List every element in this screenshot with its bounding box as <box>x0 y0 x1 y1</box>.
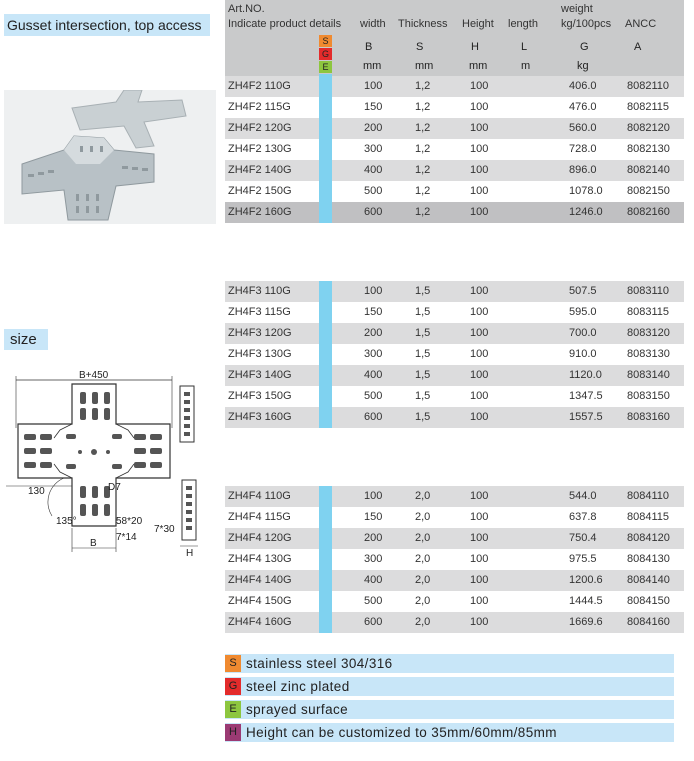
cell-width: 300 <box>364 143 383 155</box>
product-photo <box>4 90 216 224</box>
cell-width: 600 <box>364 411 383 423</box>
cell-width: 100 <box>364 490 383 502</box>
cell-weight: 896.0 <box>569 164 597 176</box>
cell-ancc: 8082160 <box>627 206 670 218</box>
table-row <box>225 549 684 570</box>
unit-mm-thickness: mm <box>415 60 434 72</box>
cell-width: 100 <box>364 80 383 92</box>
unit-kg: kg <box>577 60 589 72</box>
header-weight: weight <box>561 3 593 15</box>
cell-ancc: 8082130 <box>627 143 670 155</box>
cell-width: 150 <box>364 306 383 318</box>
legend-s <box>225 654 674 673</box>
dim-135: 135° <box>56 516 77 527</box>
cell-height: 100 <box>470 101 489 113</box>
cell-height: 100 <box>470 532 489 544</box>
cell-ancc: 8083120 <box>627 327 670 339</box>
cell-weight: 1669.6 <box>569 616 603 628</box>
letter-b: B <box>365 41 373 53</box>
cell-width: 600 <box>364 616 383 628</box>
header-length: length <box>508 18 538 30</box>
cell-art: ZH4F4 130G <box>228 553 292 565</box>
cell-art: ZH4F4 120G <box>228 532 292 544</box>
cell-art: ZH4F4 140G <box>228 574 292 586</box>
table-row <box>225 407 684 428</box>
cell-weight: 1347.5 <box>569 390 603 402</box>
cell-weight: 637.8 <box>569 511 597 523</box>
cell-ancc: 8084150 <box>627 595 670 607</box>
cell-art: ZH4F3 130G <box>228 348 292 360</box>
cell-height: 100 <box>470 327 489 339</box>
table-row <box>225 118 684 139</box>
legend-swatch-e: E <box>225 701 241 718</box>
table-row <box>225 570 684 591</box>
dim-h: H <box>186 548 194 558</box>
cell-weight: 595.0 <box>569 306 597 318</box>
cell-thickness: 1,2 <box>415 164 431 176</box>
swatch-s: S <box>319 35 332 47</box>
cell-weight: 560.0 <box>569 122 597 134</box>
cell-ancc: 8084140 <box>627 574 670 586</box>
cell-art: ZH4F3 115G <box>228 306 291 318</box>
legend-swatch-h: H <box>225 724 241 741</box>
legend-swatch-s: S <box>225 655 241 672</box>
cell-weight: 700.0 <box>569 327 597 339</box>
cell-weight: 406.0 <box>569 80 597 92</box>
cell-ancc: 8083115 <box>627 306 670 318</box>
legend-text-h: Height can be customized to 35mm/60mm/85mm <box>246 725 557 740</box>
cell-thickness: 2,0 <box>415 490 431 502</box>
cell-thickness: 1,2 <box>415 122 431 134</box>
cell-art: ZH4F2 115G <box>228 101 291 113</box>
cell-art: ZH4F4 115G <box>228 511 291 523</box>
cell-art: ZH4F4 150G <box>228 595 292 607</box>
cell-height: 100 <box>470 206 489 218</box>
legend-h <box>225 723 674 742</box>
unit-mm-width: mm <box>363 60 382 72</box>
cell-width: 300 <box>364 553 383 565</box>
header-width: width <box>360 18 386 30</box>
cell-ancc: 8083110 <box>627 285 670 297</box>
cell-art: ZH4F2 150G <box>228 185 292 197</box>
letter-h: H <box>471 41 479 53</box>
cell-art: ZH4F3 140G <box>228 369 292 381</box>
cell-height: 100 <box>470 164 489 176</box>
cell-height: 100 <box>470 285 489 297</box>
cell-thickness: 2,0 <box>415 511 431 523</box>
cell-ancc: 8084115 <box>627 511 670 523</box>
cell-thickness: 1,5 <box>415 411 431 423</box>
cell-weight: 544.0 <box>569 490 597 502</box>
size-label: size <box>4 329 48 350</box>
cell-weight: 910.0 <box>569 348 597 360</box>
unit-mm-height: mm <box>469 60 488 72</box>
cell-height: 100 <box>470 616 489 628</box>
cell-thickness: 1,5 <box>415 390 431 402</box>
cell-ancc: 8082140 <box>627 164 670 176</box>
cell-width: 400 <box>364 574 383 586</box>
table-row <box>225 281 684 302</box>
legend-text-e: sprayed surface <box>246 702 349 717</box>
cell-ancc: 8084130 <box>627 553 670 565</box>
legend-swatch-g: G <box>225 678 241 695</box>
legend-e <box>225 700 674 719</box>
cell-height: 100 <box>470 306 489 318</box>
cyan-column <box>319 76 332 223</box>
header-thickness: Thickness <box>398 18 448 30</box>
dim-7x14: 7*14 <box>116 532 137 543</box>
cell-width: 300 <box>364 348 383 360</box>
dim-130: 130 <box>28 486 45 497</box>
cell-height: 100 <box>470 185 489 197</box>
cell-ancc: 8083150 <box>627 390 670 402</box>
table-row <box>225 323 684 344</box>
cell-thickness: 1,2 <box>415 101 431 113</box>
cell-weight: 507.5 <box>569 285 597 297</box>
cell-width: 600 <box>364 206 383 218</box>
cell-height: 100 <box>470 369 489 381</box>
swatch-g: G <box>319 48 332 60</box>
cell-weight: 728.0 <box>569 143 597 155</box>
cell-width: 200 <box>364 327 383 339</box>
cell-width: 400 <box>364 164 383 176</box>
cell-thickness: 1,2 <box>415 185 431 197</box>
dim-top: B+450 <box>79 370 109 381</box>
cell-weight: 1444.5 <box>569 595 603 607</box>
letter-l: L <box>521 41 528 53</box>
cell-width: 100 <box>364 285 383 297</box>
units-row <box>225 56 684 76</box>
header-height: Height <box>462 18 494 30</box>
header-ancc: ANCC <box>625 18 657 30</box>
cell-art: ZH4F2 140G <box>228 164 292 176</box>
cell-art: ZH4F2 120G <box>228 122 292 134</box>
cell-ancc: 8082150 <box>627 185 670 197</box>
cell-height: 100 <box>470 80 489 92</box>
cell-weight: 1120.0 <box>569 369 602 381</box>
header-artno: Art.NO. <box>228 3 265 15</box>
cell-art: ZH4F4 160G <box>228 616 292 628</box>
cell-width: 500 <box>364 595 383 607</box>
cell-ancc: 8082120 <box>627 122 670 134</box>
cell-thickness: 1,2 <box>415 143 431 155</box>
cell-height: 100 <box>470 553 489 565</box>
cell-ancc: 8084160 <box>627 616 670 628</box>
cell-ancc: 8083140 <box>627 369 670 381</box>
cell-thickness: 2,0 <box>415 574 431 586</box>
cell-ancc: 8084110 <box>627 490 670 502</box>
table-row <box>225 302 684 323</box>
cell-width: 400 <box>364 369 383 381</box>
cell-art: ZH4F2 130G <box>228 143 292 155</box>
cell-thickness: 1,5 <box>415 285 431 297</box>
table-row <box>225 181 684 202</box>
table-row <box>225 76 684 97</box>
cell-height: 100 <box>470 411 489 423</box>
table-row <box>225 344 684 365</box>
cell-weight: 1557.5 <box>569 411 603 423</box>
cell-thickness: 2,0 <box>415 595 431 607</box>
legend-text-g: steel zinc plated <box>246 679 350 694</box>
cell-art: ZH4F3 110G <box>228 285 291 297</box>
page-title: Gusset intersection, top access <box>4 14 210 36</box>
table-row <box>225 97 684 118</box>
cell-ancc: 8083160 <box>627 411 670 423</box>
table-row <box>225 202 684 223</box>
cell-ancc: 8083130 <box>627 348 670 360</box>
table-row <box>225 486 684 507</box>
letters-row <box>225 36 684 56</box>
header-indicate: Indicate product details <box>228 18 342 30</box>
cell-weight: 1246.0 <box>569 206 603 218</box>
cell-width: 150 <box>364 511 383 523</box>
cell-width: 200 <box>364 532 383 544</box>
cell-height: 100 <box>470 143 489 155</box>
legend-g <box>225 677 674 696</box>
dim-58x20: 58*20 <box>116 516 143 527</box>
dim-d7: D7 <box>108 482 121 493</box>
cell-width: 500 <box>364 185 383 197</box>
cell-thickness: 1,5 <box>415 327 431 339</box>
cell-ancc: 8082115 <box>627 101 670 113</box>
cell-art: ZH4F3 120G <box>228 327 292 339</box>
table-row <box>225 612 684 633</box>
cell-height: 100 <box>470 122 489 134</box>
cell-height: 100 <box>470 511 489 523</box>
cell-thickness: 1,5 <box>415 348 431 360</box>
letter-s: S <box>416 41 424 53</box>
cell-thickness: 1,5 <box>415 369 431 381</box>
table-row <box>225 528 684 549</box>
cell-weight: 1200.6 <box>569 574 603 586</box>
cyan-column-header <box>319 74 332 76</box>
cell-art: ZH4F4 110G <box>228 490 291 502</box>
cell-weight: 975.5 <box>569 553 597 565</box>
cell-height: 100 <box>470 595 489 607</box>
header-weight-unit: kg/100pcs <box>561 18 612 30</box>
cell-thickness: 2,0 <box>415 532 431 544</box>
cell-art: ZH4F3 150G <box>228 390 292 402</box>
table-row <box>225 365 684 386</box>
cell-weight: 476.0 <box>569 101 597 113</box>
cell-art: ZH4F2 160G <box>228 206 292 218</box>
cell-weight: 750.4 <box>569 532 597 544</box>
swatch-e: E <box>319 61 332 73</box>
cell-height: 100 <box>470 574 489 586</box>
cell-weight: 1078.0 <box>569 185 603 197</box>
legend-text-s: stainless steel 304/316 <box>246 656 393 671</box>
table-row <box>225 386 684 407</box>
cyan-column <box>319 281 332 428</box>
cell-thickness: 1,5 <box>415 306 431 318</box>
letter-g: G <box>580 41 589 53</box>
table-header <box>225 0 684 36</box>
cell-ancc: 8082110 <box>627 80 670 92</box>
dim-7x30: 7*30 <box>154 524 175 535</box>
unit-m: m <box>521 60 531 72</box>
cell-height: 100 <box>470 348 489 360</box>
table-row <box>225 591 684 612</box>
dim-b: B <box>90 538 97 549</box>
cell-thickness: 1,2 <box>415 206 431 218</box>
cell-thickness: 1,2 <box>415 80 431 92</box>
cell-width: 500 <box>364 390 383 402</box>
table-row <box>225 507 684 528</box>
cell-thickness: 2,0 <box>415 616 431 628</box>
cell-width: 150 <box>364 101 383 113</box>
cell-art: ZH4F2 110G <box>228 80 291 92</box>
cyan-column <box>319 486 332 633</box>
table-row <box>225 139 684 160</box>
letter-a: A <box>634 41 642 53</box>
cell-art: ZH4F3 160G <box>228 411 292 423</box>
cell-ancc: 8084120 <box>627 532 670 544</box>
cell-height: 100 <box>470 490 489 502</box>
table-row <box>225 160 684 181</box>
cell-width: 200 <box>364 122 383 134</box>
cell-thickness: 2,0 <box>415 553 431 565</box>
cell-height: 100 <box>470 390 489 402</box>
dimension-drawing <box>4 368 222 558</box>
